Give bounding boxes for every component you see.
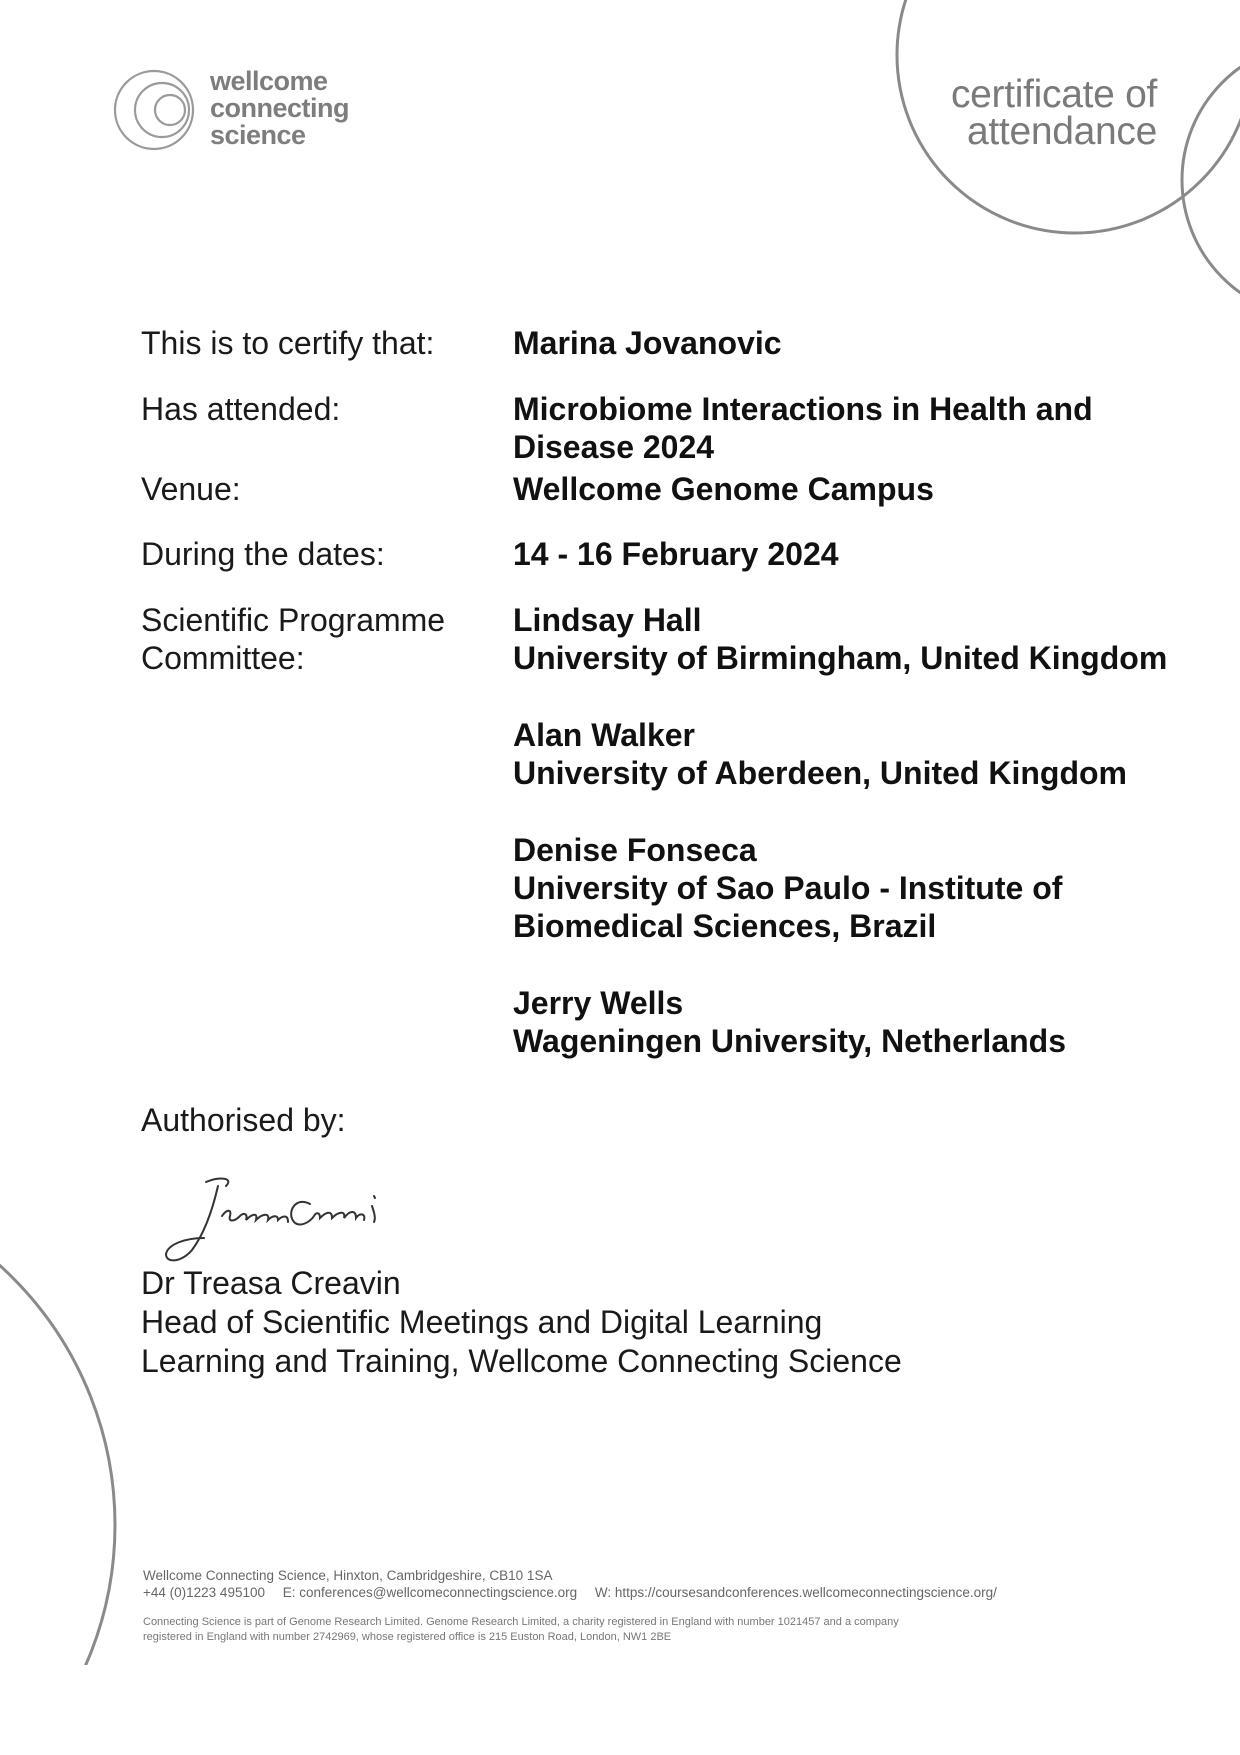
footer-legal-line2: registered in England with number 2742969, whose registered office is 215 Euston Road, London, NW1 2BE: [143, 1631, 672, 1643]
committee-member: [513, 716, 1213, 792]
attendee-name: Marina Jovanovic: [513, 325, 782, 361]
signatory-department: Learning and Training, Wellcome Connecting Science: [141, 1343, 902, 1379]
organisation-logo: [112, 66, 382, 152]
logo-line-wellcome: wellcome: [210, 66, 328, 96]
signatory-name: Dr Treasa Creavin: [141, 1265, 401, 1301]
committee-member-affiliation: University of Birmingham, United Kingdom: [513, 640, 1168, 676]
committee-member-name: Alan Walker: [513, 717, 695, 753]
committee-member: [513, 984, 1213, 1060]
committee-member-name: Lindsay Hall: [513, 602, 702, 638]
committee-label: [141, 601, 501, 677]
signatory-block: [141, 1264, 902, 1381]
footer-legal-line1: Connecting Science is part of Genome Research Limited. Genome Research Limited, a charity registered in England with number 1021457 and a company: [143, 1616, 899, 1628]
committee-member-affiliation: Biomedical Sciences, Brazil: [513, 908, 937, 944]
certify-label: This is to certify that:: [141, 325, 435, 361]
committee-label-line1: Scientific Programme: [141, 602, 446, 638]
committee-member-affiliation: Wageningen University, Netherlands: [513, 1023, 1066, 1059]
footer-email[interactable]: E: conferences@wellcomeconnectingscience.org: [282, 1585, 578, 1600]
dates-label: During the dates:: [141, 536, 385, 572]
concentric-rings-logo-icon: [112, 68, 196, 152]
certificate-title: [950, 73, 1157, 153]
authorised-by-label: Authorised by:: [141, 1102, 346, 1138]
committee-label-line2: Committee:: [141, 640, 305, 676]
committee-member: [513, 831, 1213, 945]
committee-member-affiliation: University of Aberdeen, United Kingdom: [513, 755, 1127, 791]
footer-address: Wellcome Connecting Science, Hinxton, Cambridgeshire, CB10 1SA: [143, 1568, 553, 1583]
dates-value: 14 - 16 February 2024: [513, 536, 839, 572]
event-name: [513, 390, 1213, 466]
event-name-line1: Microbiome Interactions in Health and: [513, 391, 1093, 427]
logo-line-connecting: connecting: [210, 93, 350, 123]
logo-wordmark: [210, 68, 349, 149]
committee-member-name: Denise Fonseca: [513, 832, 757, 868]
footer-phone: +44 (0)1223 495100: [143, 1585, 265, 1600]
event-name-line2: Disease 2024: [513, 429, 715, 465]
signatory-role: Head of Scientific Meetings and Digital Learning: [141, 1304, 823, 1340]
footer-website[interactable]: W: https://coursesandconferences.wellcomeconnectingscience.org/: [594, 1585, 997, 1600]
handwritten-signature: [160, 1172, 420, 1268]
committee-member-name: Jerry Wells: [513, 985, 684, 1021]
certificate-title-line2: attendance: [966, 110, 1157, 153]
footer-legal: [143, 1615, 1043, 1645]
top-right-arc-small: [1182, 42, 1240, 318]
venue-value: Wellcome Genome Campus: [513, 471, 934, 507]
certificate-title-line1: certificate of: [950, 73, 1157, 116]
committee-member: [513, 601, 1213, 677]
bottom-left-arc: [0, 1175, 115, 1755]
footer-contact: [143, 1584, 1143, 1601]
venue-label: Venue:: [141, 471, 241, 507]
attended-label: Has attended:: [141, 391, 341, 427]
footer: [143, 1567, 1143, 1645]
logo-line-science: science: [210, 120, 306, 150]
committee-member-affiliation: University of Sao Paulo - Institute of: [513, 870, 1063, 906]
